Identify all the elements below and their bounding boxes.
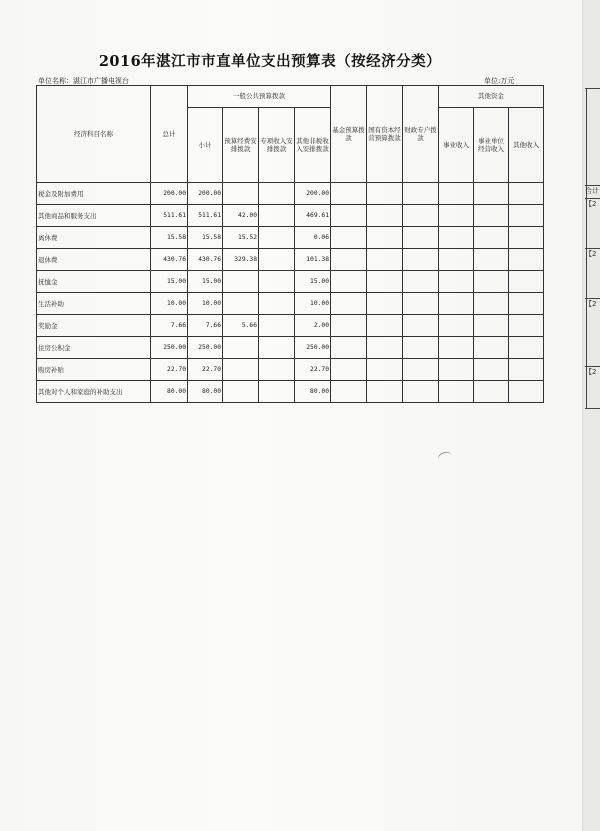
row-state-capital [367, 381, 403, 403]
header-item: 经济科目名称 [37, 86, 151, 183]
row-fiscal-special [403, 381, 439, 403]
adjacent-cell: 【2 [585, 298, 600, 309]
row-subtotal: 15.00 [188, 271, 223, 293]
header-career-income: 事业收入 [439, 108, 474, 183]
row-total: 15.58 [151, 227, 188, 249]
row-fiscal-special [403, 315, 439, 337]
row-state-capital [367, 315, 403, 337]
row-other-nontax: 0.06 [295, 227, 331, 249]
row-career-operating [474, 227, 509, 249]
row-career-income [439, 271, 474, 293]
row-fiscal-special [403, 205, 439, 227]
unit-label: 单位:万元 [484, 77, 515, 85]
row-total: 80.00 [151, 381, 188, 403]
row-total: 22.70 [151, 359, 188, 381]
row-career-income [439, 293, 474, 315]
header-budget-funds: 预算经费安排拨款 [223, 108, 259, 183]
row-fund-budget [331, 337, 367, 359]
table-row [37, 381, 544, 403]
row-budget-funds: 15.52 [223, 227, 259, 249]
header-general-group: 一般公共预算拨款 [188, 86, 331, 108]
row-other-nontax: 10.00 [295, 293, 331, 315]
row-fund-budget [331, 271, 367, 293]
header-other-nontax: 其他非税收入安排拨款 [295, 108, 331, 183]
row-subtotal: 10.00 [188, 293, 223, 315]
row-budget-funds [223, 381, 259, 403]
row-fund-budget [331, 227, 367, 249]
row-other-nontax: 80.00 [295, 381, 331, 403]
header-total: 总计 [151, 86, 188, 183]
adjacent-cell-total: 合计 [585, 187, 599, 195]
row-name: 奖励金 [37, 315, 151, 337]
row-name: 抚恤金 [37, 271, 151, 293]
row-special-income [259, 359, 295, 381]
row-career-operating [474, 293, 509, 315]
page-title: 2016年湛江市市直单位支出预算表（按经济分类） [98, 53, 442, 70]
table-row [37, 293, 544, 315]
row-other-nontax: 469.61 [295, 205, 331, 227]
row-state-capital [367, 249, 403, 271]
row-career-operating [474, 337, 509, 359]
row-special-income [259, 205, 295, 227]
row-budget-funds [223, 271, 259, 293]
row-special-income [259, 337, 295, 359]
row-subtotal: 430.76 [188, 249, 223, 271]
row-name: 住房公积金 [37, 337, 151, 359]
adjacent-cell [585, 88, 600, 89]
row-total: 10.00 [151, 293, 188, 315]
row-fiscal-special [403, 337, 439, 359]
row-fund-budget [331, 359, 367, 381]
row-subtotal: 22.70 [188, 359, 223, 381]
row-name: 生活补助 [37, 293, 151, 315]
row-other-income [509, 249, 544, 271]
row-fiscal-special [403, 293, 439, 315]
row-special-income [259, 315, 295, 337]
row-budget-funds: 5.66 [223, 315, 259, 337]
row-budget-funds: 329.38 [223, 249, 259, 271]
row-special-income [259, 381, 295, 403]
header-other-group: 其他资金 [439, 86, 544, 108]
row-career-operating [474, 249, 509, 271]
row-other-income [509, 293, 544, 315]
row-career-operating [474, 183, 509, 205]
header-state-capital: 国有资本经营预算拨款 [367, 86, 403, 183]
row-state-capital [367, 227, 403, 249]
row-career-income [439, 359, 474, 381]
row-name: 购房补贴 [37, 359, 151, 381]
header-fund-budget: 基金预算拨款 [331, 86, 367, 183]
unit-name-label: 单位名称：湛江市广播电视台 [38, 77, 129, 85]
adjacent-cell [585, 408, 600, 409]
table-row [37, 183, 544, 205]
header-special-income: 专项收入安排拨款 [259, 108, 295, 183]
row-special-income [259, 271, 295, 293]
row-other-income [509, 227, 544, 249]
header-career-operating: 事业单位经营收入 [474, 108, 509, 183]
row-other-income [509, 359, 544, 381]
row-fund-budget [331, 293, 367, 315]
row-budget-funds [223, 337, 259, 359]
row-other-nontax: 200.00 [295, 183, 331, 205]
table-row [37, 249, 544, 271]
adjacent-cell: 【2 [585, 198, 600, 209]
row-fund-budget [331, 315, 367, 337]
row-budget-funds [223, 293, 259, 315]
row-career-operating [474, 271, 509, 293]
row-fund-budget [331, 381, 367, 403]
budget-table [36, 85, 544, 403]
table-body [37, 183, 544, 403]
row-state-capital [367, 359, 403, 381]
row-fiscal-special [403, 183, 439, 205]
row-other-nontax: 101.38 [295, 249, 331, 271]
header-other-income: 其他收入 [509, 108, 544, 183]
row-career-income [439, 249, 474, 271]
adjacent-cell: 【2 [585, 248, 600, 259]
table-row [37, 227, 544, 249]
row-subtotal: 250.00 [188, 337, 223, 359]
row-career-income [439, 183, 474, 205]
row-state-capital [367, 337, 403, 359]
row-fiscal-special [403, 249, 439, 271]
adjacent-cell: 【2 [585, 366, 600, 377]
row-subtotal: 200.00 [188, 183, 223, 205]
row-career-income [439, 381, 474, 403]
row-total: 7.66 [151, 315, 188, 337]
row-subtotal: 7.66 [188, 315, 223, 337]
adjacent-page-edge [582, 0, 600, 831]
row-total: 511.61 [151, 205, 188, 227]
row-fund-budget [331, 249, 367, 271]
row-subtotal: 511.61 [188, 205, 223, 227]
row-name: 离休费 [37, 227, 151, 249]
row-career-income [439, 337, 474, 359]
row-other-nontax: 22.70 [295, 359, 331, 381]
row-other-income [509, 337, 544, 359]
row-state-capital [367, 183, 403, 205]
row-career-income [439, 205, 474, 227]
table-row [37, 359, 544, 381]
row-other-nontax: 2.00 [295, 315, 331, 337]
row-career-operating [474, 205, 509, 227]
row-career-operating [474, 359, 509, 381]
row-fiscal-special [403, 227, 439, 249]
row-other-income [509, 271, 544, 293]
row-name: 税金及附加费用 [37, 183, 151, 205]
row-state-capital [367, 293, 403, 315]
row-state-capital [367, 205, 403, 227]
row-career-operating [474, 381, 509, 403]
row-name: 退休费 [37, 249, 151, 271]
row-fund-budget [331, 183, 367, 205]
header-subtotal: 小计 [188, 108, 223, 183]
header-fiscal-special: 财政专户拨款 [403, 86, 439, 183]
row-other-income [509, 183, 544, 205]
row-subtotal: 15.58 [188, 227, 223, 249]
row-special-income [259, 249, 295, 271]
row-other-nontax: 15.00 [295, 271, 331, 293]
row-budget-funds [223, 183, 259, 205]
row-other-income [509, 205, 544, 227]
row-state-capital [367, 271, 403, 293]
row-other-income [509, 315, 544, 337]
table-row [37, 205, 544, 227]
row-subtotal: 80.00 [188, 381, 223, 403]
row-total: 200.00 [151, 183, 188, 205]
row-career-income [439, 315, 474, 337]
pen-mark [437, 450, 454, 465]
row-special-income [259, 183, 295, 205]
row-career-income [439, 227, 474, 249]
row-budget-funds: 42.00 [223, 205, 259, 227]
row-special-income [259, 227, 295, 249]
table-row [37, 271, 544, 293]
row-name: 其他商品和服务支出 [37, 205, 151, 227]
row-total: 15.00 [151, 271, 188, 293]
row-other-nontax: 250.00 [295, 337, 331, 359]
row-fiscal-special [403, 359, 439, 381]
row-budget-funds [223, 359, 259, 381]
row-career-operating [474, 315, 509, 337]
row-special-income [259, 293, 295, 315]
row-fiscal-special [403, 271, 439, 293]
row-other-income [509, 381, 544, 403]
table-row [37, 315, 544, 337]
row-name: 其他对个人和家庭的补助支出 [37, 381, 151, 403]
row-fund-budget [331, 205, 367, 227]
row-total: 430.76 [151, 249, 188, 271]
row-total: 250.00 [151, 337, 188, 359]
table-row [37, 337, 544, 359]
